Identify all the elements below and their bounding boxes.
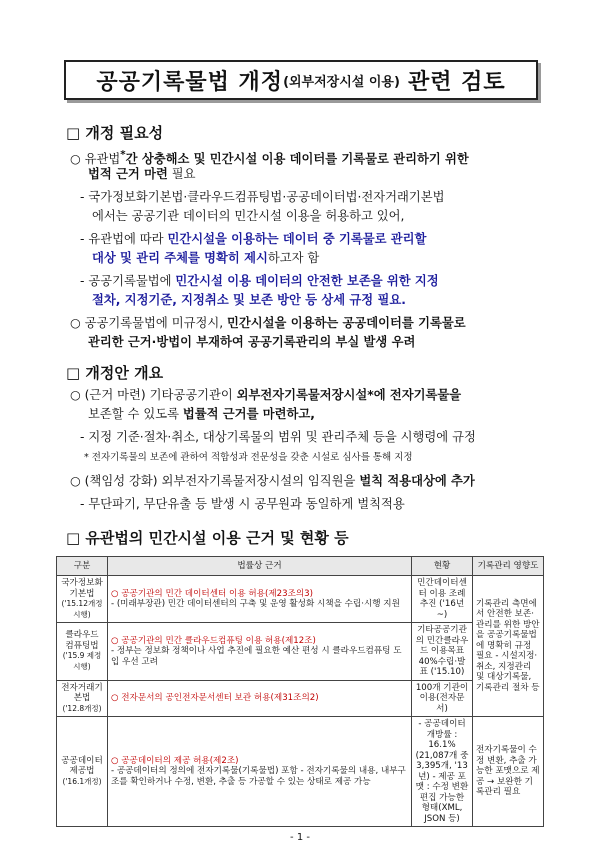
row-basis: ○ 공공기관의 민간 클라우드컴퓨팅 이용 허용(제12조) - 정부는 정보화 정책이나 사업 추진에 필요한 예산 편성 시 클라우드컴퓨팅 도입 우선 고려 bbox=[108, 623, 412, 681]
row-effect: 기록관리 측면에서 안전한 보존·관리를 위한 방안을 공공기록물법에 명확히 규정 필요 - 시설지정·취소, 지정관리 및 대상기록물, 기록관리 절차 등 bbox=[473, 576, 544, 717]
row-current: 100개 기관이 이용(전자문서) bbox=[412, 680, 473, 717]
s2-p1-line1: ○ (근거 마련) 기타공공기관이 외부전자기록물저장시설*에 전자기록물을 bbox=[70, 388, 462, 402]
col-header: 현황 bbox=[412, 557, 473, 576]
s1-d1-line2: 에서는 공공기관 데이터의 민간시설 이용을 허용하고 있어, bbox=[92, 209, 405, 223]
s1-p1-line1: ○ 유관법*간 상충해소 및 민간시설 이용 데이터를 기록물로 관리하기 위한 bbox=[70, 149, 469, 167]
s1-d1-line1: - 국가정보화기본법·클라우드컴퓨팅법·공공데이터법·전자거래기본법 bbox=[80, 190, 445, 204]
row-basis: ○ 전자문서의 공인전자문서센터 보관 허용(제31조의2) bbox=[108, 680, 412, 717]
row-current: 기타공공기관의 민간클라우드 이용목표 40%수립·발표 ('15.10) bbox=[412, 623, 473, 681]
title-main-2: 관련 검토 bbox=[407, 69, 506, 95]
s1-d3-line1: - 공공기록물법에 민간시설 이용 데이터의 안전한 보존을 위한 지정 bbox=[80, 274, 439, 288]
s1-p1-line2: 법적 근거 마련 필요 bbox=[88, 167, 196, 181]
row-basis: ○ 공공데이터의 제공 허용(제2조) - 공공데이터의 정의에 전자기록물(기록물법) 포함 - 전자기록물의 내용, 내부구조를 확인하거나 수정, 변환, 추출 등 가공할 수 있는 상태로 제공 가능 bbox=[108, 717, 412, 827]
row-current: 민간데이터센터 이용 조례 추진 ('16년~) bbox=[412, 576, 473, 623]
title-box bbox=[64, 60, 538, 100]
section2-heading: □ 개정안 개요 bbox=[66, 364, 164, 382]
table-row bbox=[57, 717, 544, 827]
page-number: - 1 - bbox=[290, 832, 310, 843]
table-header-row bbox=[57, 557, 544, 576]
row-name: 국가정보화기본법 ('15.12개정시행) bbox=[57, 576, 108, 623]
s1-d2-line2: 대상 및 관리 주체를 명확히 제시하고자 함 bbox=[92, 251, 320, 265]
row-name: 전자거래기본법 ('12.8개정) bbox=[57, 680, 108, 717]
section3-heading: □ 유관법의 민간시설 이용 근거 및 현황 등 bbox=[66, 529, 349, 547]
row-name: 클라우드 컴퓨팅법 ('15.9 제정시행) bbox=[57, 623, 108, 681]
col-header: 구분 bbox=[57, 557, 108, 576]
title-sub: (외부저장시설 이용) bbox=[283, 74, 400, 90]
s2-p2: ○ (책임성 강화) 외부전자기록물저장시설의 임직원을 벌칙 적용대상에 추가 bbox=[70, 474, 475, 488]
row-basis: ○ 공공기관의 민간 데이터센터 이용 허용(제23조의3) - (미래부장관) 민간 데이터센터의 구축 및 운영 활성화 시책을 수립·시행 지원 bbox=[108, 576, 412, 623]
comparison-table bbox=[56, 556, 544, 827]
s1-p2-line2: 관리한 근거·방법이 부재하여 공공기록관리의 부실 발생 우려 bbox=[88, 335, 416, 349]
col-header: 기록관리 영향도 bbox=[473, 557, 544, 576]
s2-d2: - 무단파기, 무단유출 등 발생 시 공무원과 동일하게 벌칙적용 bbox=[80, 497, 405, 511]
table-row bbox=[57, 576, 544, 623]
s1-d2-line1: - 유관법에 따라 민간시설을 이용하는 데이터 중 기록물로 관리할 bbox=[80, 232, 427, 246]
s2-d1: - 지정 기준·절차·취소, 대상기록물의 범위 및 관리주체 등을 시행령에 규정 bbox=[80, 430, 476, 444]
s1-d3-line2: 절차, 지정기준, 지정취소 및 보존 방안 등 상세 규정 필요. bbox=[92, 293, 406, 307]
row-effect: 전자기록물이 수정 변환, 추출 가능한 포맷으로 제공 → 보완한 기록관리 필요 bbox=[473, 717, 544, 827]
table-row bbox=[57, 623, 544, 681]
table-row bbox=[57, 680, 544, 717]
row-current: - 공공데이터 개방률 : 16.1% (21,087개 중 3,395개, '13년) - 제공 포맷 : 수정 변환 편집 가능한 형태(XML, JSON 등) bbox=[412, 717, 473, 827]
s2-p1-line2: 보존할 수 있도록 법률적 근거를 마련하고, bbox=[88, 407, 315, 421]
s1-p2-line1: ○ 공공기록물법에 미규정시, 민간시설을 이용하는 공공데이터를 기록물로 bbox=[70, 316, 466, 330]
section1-heading: □ 개정 필요성 bbox=[66, 124, 164, 142]
s2-note: * 전자기록물의 보존에 관하여 적합성과 전문성을 갖춘 시설로 심사를 통해 지정 bbox=[84, 452, 413, 463]
col-header: 법률상 근거 bbox=[108, 557, 412, 576]
title-main: 공공기록물법 개정 bbox=[96, 69, 284, 95]
row-name: 공공데이터 제공법 ('16.1개정) bbox=[57, 717, 108, 827]
